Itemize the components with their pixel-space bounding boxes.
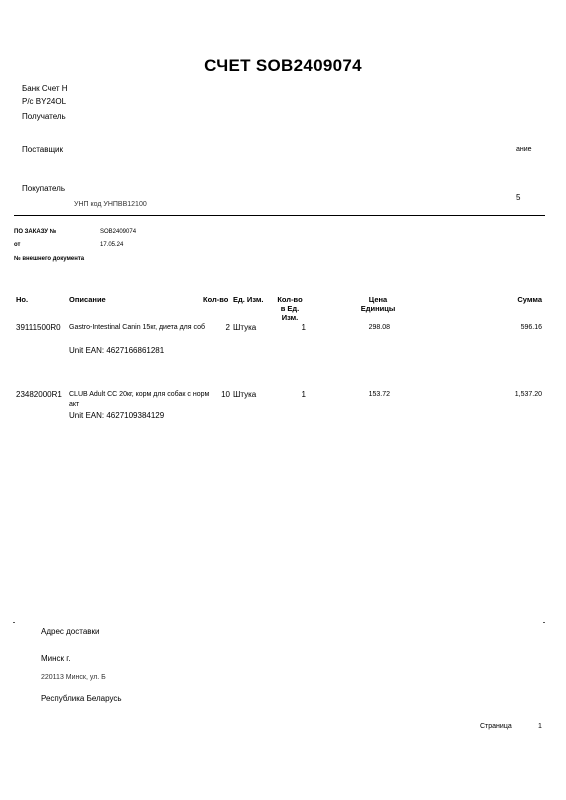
external-doc-label: № внешнего документа — [14, 256, 85, 262]
row1-ean: Unit EAN: 4627166861281 — [69, 346, 165, 355]
header-divider — [14, 215, 545, 216]
row1-qty-per-unit: 1 — [301, 323, 306, 332]
col-header-price: Цена Единицы — [360, 295, 396, 313]
row2-sum: 1,537.20 — [514, 391, 542, 398]
row1-unit: Штука — [233, 323, 257, 332]
row1-price: 298.08 — [368, 324, 390, 331]
col-header-unit: Ед. Изм. — [233, 295, 264, 304]
row1-description: Gastro-Intestinal Canin 15кг, диета для соб — [69, 324, 205, 331]
buyer-right-fragment: 5 — [516, 193, 521, 202]
page-label: Страница — [480, 723, 512, 730]
row1-sum: 596.16 — [520, 324, 542, 331]
row2-description: CLUB Adult CC 20кг, корм для собак с норм акт — [69, 391, 210, 408]
bank-label: Банк Счет Н — [22, 84, 68, 93]
col-header-qty-per-unit: Кол-во в Ед. Изм. — [277, 295, 303, 322]
document-title: СЧЕТ SOB2409074 — [204, 56, 362, 75]
row2-price: 153.72 — [368, 391, 390, 398]
supplier-right-fragment: ание — [516, 146, 532, 153]
supplier-label: Поставщик — [22, 145, 64, 154]
delivery-country: Республика Беларусь — [41, 694, 122, 703]
order-number-label: ПО ЗАКАЗУ № — [14, 229, 57, 235]
page-number: 1 — [538, 723, 542, 730]
row1-no: 39111500R0 — [16, 323, 61, 332]
row2-no: 23482000R1 — [16, 390, 62, 399]
delivery-cut-off-line: 220113 Минск, ул. Б — [41, 674, 106, 681]
row1-qty: 2 — [225, 323, 230, 332]
col-header-qty: Кол-во — [203, 295, 229, 304]
delivery-city: Минск г. — [41, 654, 71, 663]
buyer-label: Покупатель — [22, 184, 65, 193]
row2-qty: 10 — [221, 390, 230, 399]
delivery-address-label: Адрес доставки — [41, 627, 100, 636]
account-label: Р/с BY24OL — [22, 97, 67, 106]
row2-qty-per-unit: 1 — [301, 390, 306, 399]
recipient-label: Получатель — [22, 112, 66, 121]
col-header-no: Но. — [16, 295, 29, 304]
col-header-sum: Сумма — [517, 295, 542, 304]
order-number-value: SOB2409074 — [100, 229, 137, 235]
row2-ean: Unit EAN: 4627109384129 — [69, 411, 165, 420]
col-header-description: Описание — [69, 295, 106, 304]
order-date-value: 17.05.24 — [100, 242, 124, 248]
cut-off-line: УНП код УНПBB12100 — [74, 201, 147, 208]
order-date-label: от — [14, 242, 21, 248]
margin-mark-left — [13, 622, 15, 623]
margin-mark-right — [543, 622, 545, 623]
row2-unit: Штука — [233, 390, 257, 399]
